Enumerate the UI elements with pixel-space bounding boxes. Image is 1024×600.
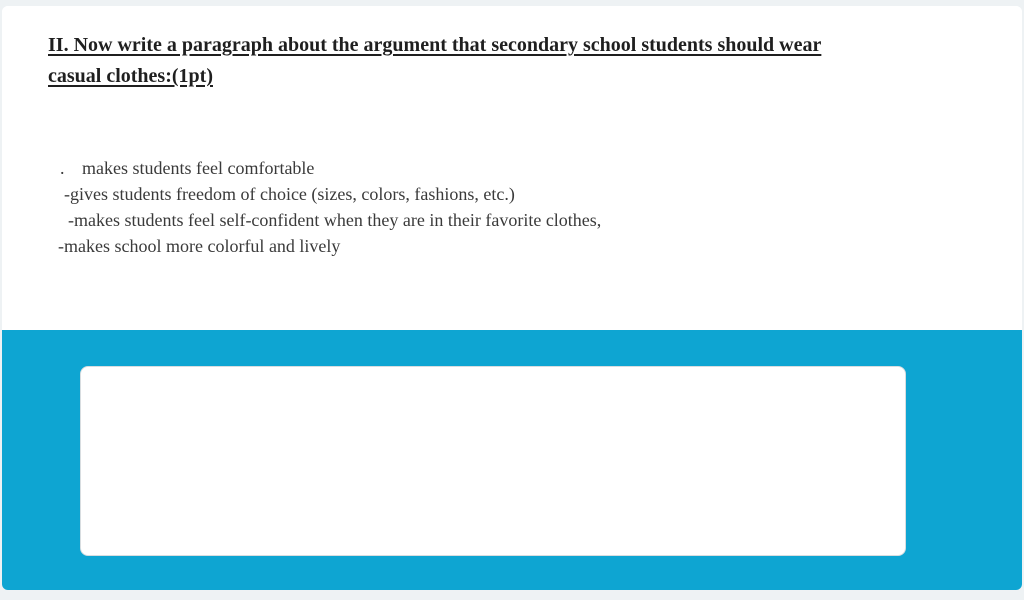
- hint-text: -makes school more colorful and lively: [58, 236, 341, 256]
- hint-item: [58, 234, 340, 258]
- hint-text: -gives students freedom of choice (sizes, colors, fashions, etc.): [64, 184, 515, 204]
- hint-text: -makes students feel self-confident when they are in their favorite clothes,: [68, 210, 602, 230]
- hint-item: [64, 182, 515, 206]
- hint-item: [60, 156, 314, 180]
- answer-textarea[interactable]: [80, 366, 906, 556]
- question-prompt: [2, 6, 1022, 330]
- hint-item: [68, 208, 601, 232]
- hint-bullet: .: [60, 158, 65, 178]
- question-heading-line-2: casual clothes:(1pt): [48, 65, 213, 87]
- exercise-card: [2, 6, 1022, 590]
- question-heading: [48, 30, 968, 92]
- question-heading-line-1: II. Now write a paragraph about the argument that secondary school students should wear: [48, 34, 822, 56]
- answer-panel: [2, 330, 1022, 590]
- hint-text: makes students feel comfortable: [82, 158, 315, 178]
